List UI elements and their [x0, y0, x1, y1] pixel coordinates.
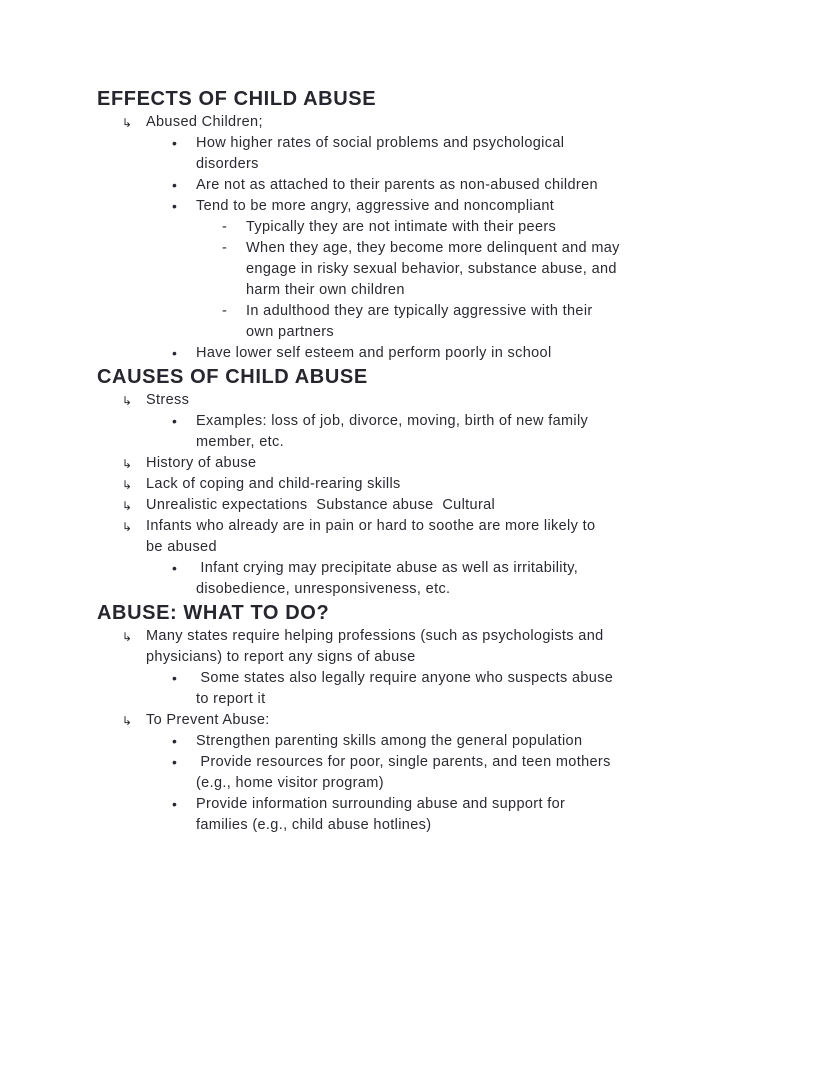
text-line: Have lower self esteem and perform poorly in school: [196, 345, 552, 361]
text-line: own partners: [246, 324, 335, 340]
item-text: [196, 668, 768, 710]
bullet-marker-icon: •: [172, 345, 178, 361]
list-item: [122, 474, 768, 495]
text-line: Infant crying may precipitate abuse as well as irritability,: [196, 560, 579, 576]
bullet-marker-icon: •: [172, 754, 178, 770]
bullet-marker-icon: •: [172, 177, 178, 193]
text-line: In adulthood they are typically aggressive with their: [246, 303, 593, 319]
item-text: [196, 752, 768, 794]
text-line: When they age, they become more delinquent and may: [246, 240, 620, 256]
list-item: [172, 794, 768, 836]
arrow-marker-icon: ↳: [122, 394, 133, 408]
item-text: [146, 710, 768, 731]
section-heading: CAUSES OF CHILD ABUSE: [97, 366, 368, 388]
item-text: [196, 133, 768, 175]
item-text: [246, 217, 768, 238]
item-text: [246, 301, 768, 343]
text-line: To Prevent Abuse:: [146, 712, 270, 728]
bullet-marker-icon: •: [172, 796, 178, 812]
text-line: Lack of coping and child-rearing skills: [146, 476, 401, 492]
section-heading: EFFECTS OF CHILD ABUSE: [97, 88, 377, 110]
dash-marker-icon: -: [222, 219, 228, 235]
list-item: [172, 558, 768, 600]
text-line: Infants who already are in pain or hard to soothe are more likely to: [146, 518, 596, 534]
list-item: [222, 238, 768, 301]
text-line: disobedience, unresponsiveness, etc.: [196, 581, 451, 597]
list-item: [222, 301, 768, 343]
text-line: engage in risky sexual behavior, substance abuse, and: [246, 261, 617, 277]
list-item: [172, 196, 768, 217]
list-item: [122, 626, 768, 668]
bullet-marker-icon: •: [172, 135, 178, 151]
item-text: [146, 495, 768, 516]
item-text: [146, 516, 768, 558]
list-item: [172, 133, 768, 175]
dash-marker-icon: -: [222, 303, 228, 319]
text-line: Some states also legally require anyone who suspects abuse: [196, 670, 614, 686]
item-text: [146, 474, 768, 495]
arrow-marker-icon: ↳: [122, 499, 133, 513]
text-line: Typically they are not intimate with their peers: [246, 219, 557, 235]
item-text: [196, 343, 768, 364]
arrow-marker-icon: ↳: [122, 116, 133, 130]
text-line: member, etc.: [196, 434, 285, 450]
text-line: harm their own children: [246, 282, 405, 298]
bullet-marker-icon: •: [172, 198, 178, 214]
item-text: [146, 626, 768, 668]
text-line: Tend to be more angry, aggressive and noncompliant: [196, 198, 555, 214]
item-text: [146, 390, 768, 411]
item-text: [246, 238, 768, 301]
list-item: [172, 175, 768, 196]
list-item: [172, 343, 768, 364]
item-text: [196, 731, 768, 752]
text-line: Are not as attached to their parents as non-abused children: [196, 177, 598, 193]
arrow-marker-icon: ↳: [122, 520, 133, 534]
text-line: Provide information surrounding abuse and support for: [196, 796, 566, 812]
text-line: How higher rates of social problems and psychological: [196, 135, 565, 151]
list-item: [122, 495, 768, 516]
text-line: History of abuse: [146, 455, 257, 471]
arrow-marker-icon: ↳: [122, 478, 133, 492]
text-line: be abused: [146, 539, 217, 555]
text-line: families (e.g., child abuse hotlines): [196, 817, 432, 833]
list-item: [172, 668, 768, 710]
text-line: physicians) to report any signs of abuse: [146, 649, 416, 665]
list-item: [122, 710, 768, 731]
text-line: disorders: [196, 156, 259, 172]
bullet-marker-icon: •: [172, 733, 178, 749]
list-item: [172, 411, 768, 453]
item-text: [196, 558, 768, 600]
item-text: [196, 196, 768, 217]
text-line: Provide resources for poor, single parents, and teen mothers: [196, 754, 611, 770]
list-item: [122, 112, 768, 133]
text-line: (e.g., home visitor program): [196, 775, 384, 791]
list-item: [172, 752, 768, 794]
list-item: [122, 390, 768, 411]
item-text: [146, 112, 768, 133]
arrow-marker-icon: ↳: [122, 714, 133, 728]
bullet-marker-icon: •: [172, 560, 178, 576]
text-line: Unrealistic expectations Substance abuse Cultural: [146, 497, 496, 513]
text-line: Abused Children;: [146, 114, 263, 130]
text-line: Stress: [146, 392, 190, 408]
list-item: [172, 731, 768, 752]
text-line: Examples: loss of job, divorce, moving, birth of new family: [196, 413, 589, 429]
item-text: [196, 175, 768, 196]
arrow-marker-icon: ↳: [122, 630, 133, 644]
arrow-marker-icon: ↳: [122, 457, 133, 471]
list-item: [122, 453, 768, 474]
bullet-marker-icon: •: [172, 413, 178, 429]
list-item: [122, 516, 768, 558]
item-text: [196, 411, 768, 453]
text-line: to report it: [196, 691, 266, 707]
bullet-marker-icon: •: [172, 670, 178, 686]
text-line: Many states require helping professions (such as psychologists and: [146, 628, 604, 644]
dash-marker-icon: -: [222, 240, 228, 256]
item-text: [196, 794, 768, 836]
section-heading: ABUSE: WHAT TO DO?: [97, 602, 330, 624]
item-text: [146, 453, 768, 474]
text-line: Strengthen parenting skills among the general population: [196, 733, 583, 749]
list-item: [222, 217, 768, 238]
